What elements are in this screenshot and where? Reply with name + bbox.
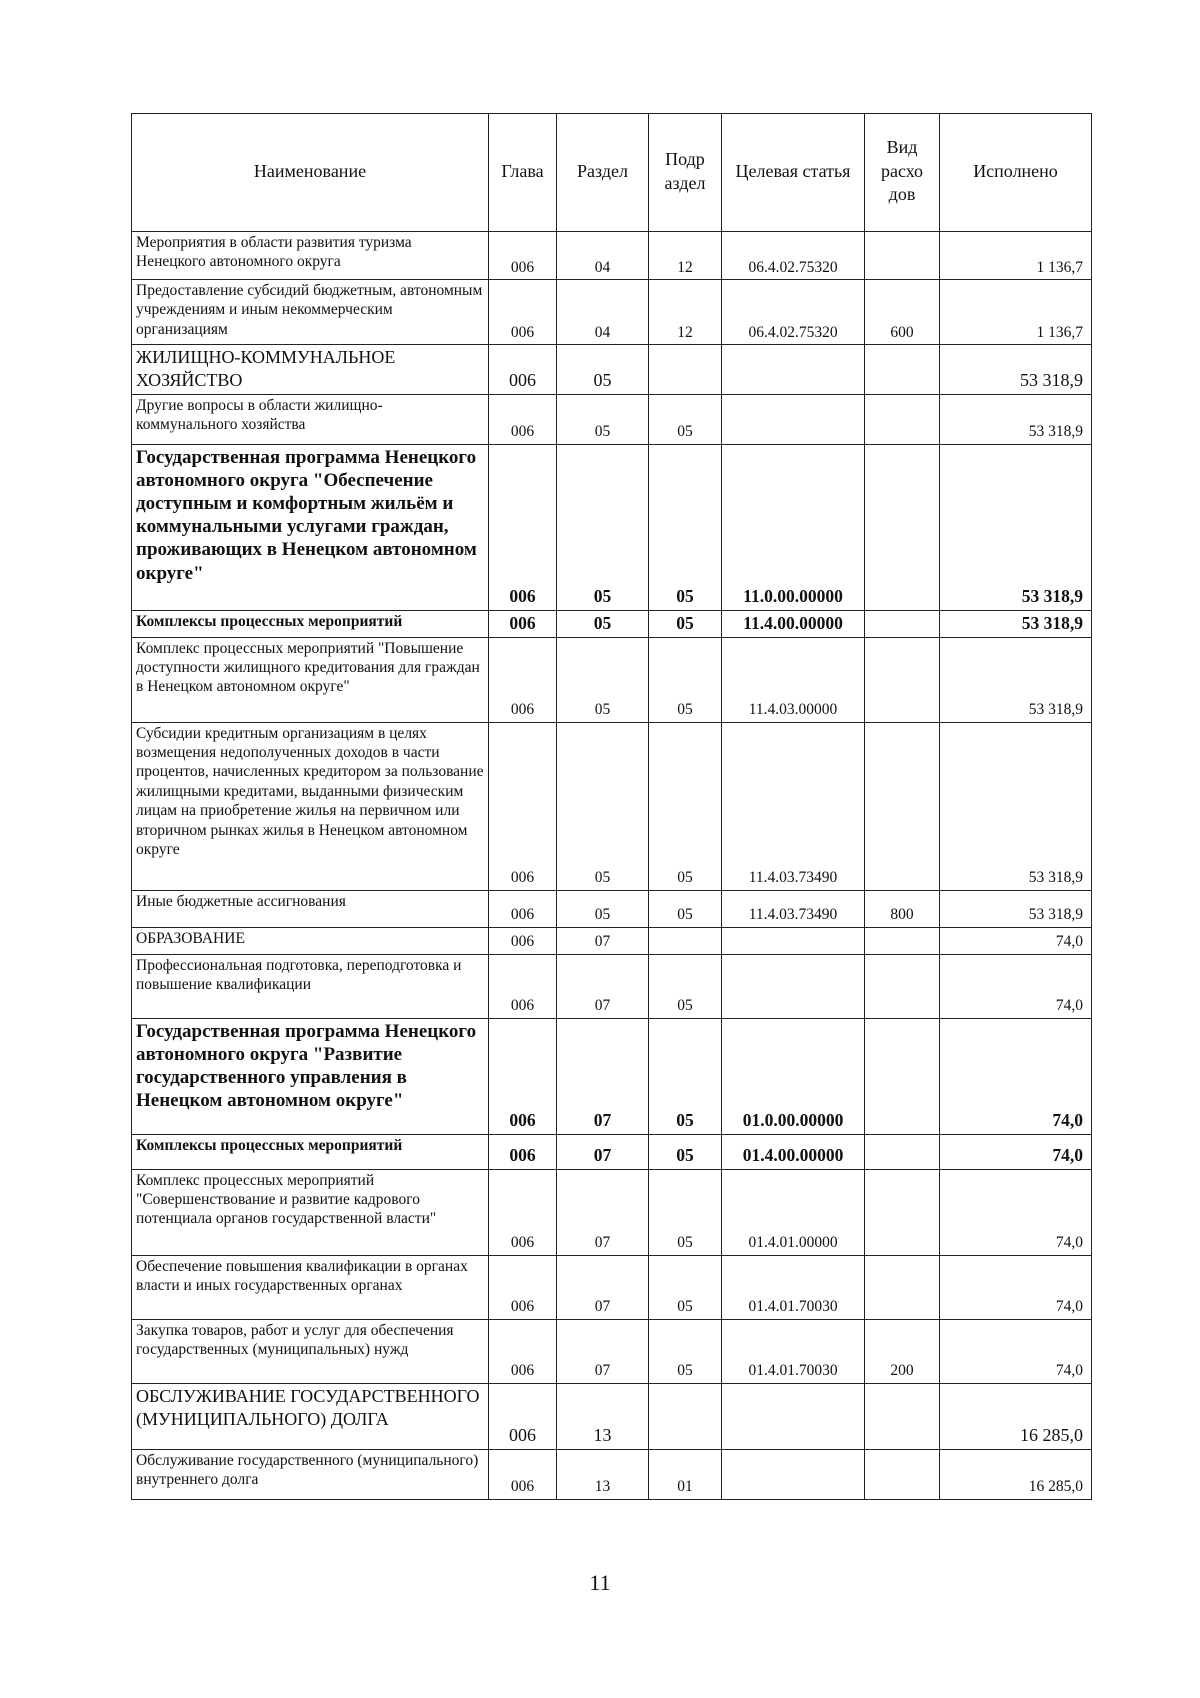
row-glava: 006 <box>489 345 557 395</box>
row-glava: 006 <box>489 1319 557 1383</box>
row-tselevaya-statya: 01.4.01.70030 <box>722 1255 865 1319</box>
row-amount: 16 285,0 <box>940 1449 1092 1499</box>
row-tselevaya-statya: 11.4.03.73490 <box>722 890 865 927</box>
table-row <box>132 394 1092 444</box>
row-razdel: 07 <box>557 927 649 954</box>
row-razdel: 05 <box>557 637 649 722</box>
row-glava: 006 <box>489 1018 557 1134</box>
table-row <box>132 610 1092 637</box>
row-vid-raskhodov <box>865 1018 940 1134</box>
row-name: ОБРАЗОВАНИЕ <box>132 927 489 954</box>
row-tselevaya-statya: 01.4.00.00000 <box>722 1134 865 1169</box>
row-vid-raskhodov <box>865 232 940 280</box>
row-razdel: 13 <box>557 1449 649 1499</box>
row-podrazdel: 05 <box>649 1255 722 1319</box>
row-podrazdel: 05 <box>649 1319 722 1383</box>
row-podrazdel: 05 <box>649 444 722 610</box>
table-row <box>132 890 1092 927</box>
header-glava: Глава <box>489 114 557 232</box>
row-amount: 1 136,7 <box>940 280 1092 345</box>
row-tselevaya-statya <box>722 927 865 954</box>
row-amount: 53 318,9 <box>940 394 1092 444</box>
row-amount: 74,0 <box>940 927 1092 954</box>
header-podrazdel: Подр аздел <box>649 114 722 232</box>
row-razdel: 05 <box>557 890 649 927</box>
row-podrazdel: 05 <box>649 722 722 890</box>
row-vid-raskhodov: 600 <box>865 280 940 345</box>
row-name: Обслуживание государственного (муниципального) внутреннего долга <box>132 1449 489 1499</box>
row-tselevaya-statya <box>722 954 865 1018</box>
row-razdel: 05 <box>557 444 649 610</box>
row-vid-raskhodov <box>865 1169 940 1255</box>
row-glava: 006 <box>489 232 557 280</box>
table-row <box>132 954 1092 1018</box>
row-amount: 74,0 <box>940 1018 1092 1134</box>
table-row <box>132 637 1092 722</box>
row-name: Комплексы процессных мероприятий <box>132 610 489 637</box>
row-amount: 53 318,9 <box>940 637 1092 722</box>
row-glava: 006 <box>489 394 557 444</box>
row-podrazdel: 05 <box>649 610 722 637</box>
row-tselevaya-statya: 06.4.02.75320 <box>722 232 865 280</box>
row-razdel: 05 <box>557 345 649 395</box>
page-number: 11 <box>589 1570 611 1595</box>
row-name: Государственная программа Ненецкого автономного округа "Развитие государственного управления в Ненецком автономном округе" <box>132 1018 489 1134</box>
row-tselevaya-statya: 11.0.00.00000 <box>722 444 865 610</box>
row-glava: 006 <box>489 637 557 722</box>
row-name: Закупка товаров, работ и услуг для обеспечения государственных (муниципальных) нужд <box>132 1319 489 1383</box>
budget-execution-table <box>131 113 1092 1500</box>
row-name: Субсидии кредитным организациям в целях возмещения недополученных доходов в части процентов, начисленных кредитором за пользование жилищными кредитами, выданными физическим лицам на приобретение жилья на первичном или вторичном рынках жилья в Ненецком автономном округе <box>132 722 489 890</box>
row-amount: 74,0 <box>940 954 1092 1018</box>
row-tselevaya-statya: 01.4.01.70030 <box>722 1319 865 1383</box>
row-tselevaya-statya: 01.4.01.00000 <box>722 1169 865 1255</box>
row-vid-raskhodov <box>865 1383 940 1449</box>
row-name: Предоставление субсидий бюджетным, автономным учреждениям и иным некоммерческим организациям <box>132 280 489 345</box>
row-glava: 006 <box>489 1134 557 1169</box>
row-tselevaya-statya <box>722 1383 865 1449</box>
row-podrazdel: 12 <box>649 232 722 280</box>
row-amount: 53 318,9 <box>940 610 1092 637</box>
row-amount: 53 318,9 <box>940 345 1092 395</box>
row-amount: 53 318,9 <box>940 444 1092 610</box>
row-vid-raskhodov <box>865 1255 940 1319</box>
row-amount: 74,0 <box>940 1134 1092 1169</box>
row-podrazdel <box>649 927 722 954</box>
row-vid-raskhodov <box>865 610 940 637</box>
row-amount: 74,0 <box>940 1319 1092 1383</box>
row-razdel: 05 <box>557 610 649 637</box>
row-podrazdel: 05 <box>649 1134 722 1169</box>
row-name: Обеспечение повышения квалификации в органах власти и иных государственных органах <box>132 1255 489 1319</box>
header-name: Наименование <box>132 114 489 232</box>
row-vid-raskhodov <box>865 927 940 954</box>
row-podrazdel: 05 <box>649 1018 722 1134</box>
row-amount: 1 136,7 <box>940 232 1092 280</box>
row-amount: 74,0 <box>940 1255 1092 1319</box>
row-podrazdel: 05 <box>649 954 722 1018</box>
table-row <box>132 1169 1092 1255</box>
row-razdel: 05 <box>557 722 649 890</box>
table-row <box>132 927 1092 954</box>
table-row <box>132 280 1092 345</box>
table-row <box>132 444 1092 610</box>
row-glava: 006 <box>489 1449 557 1499</box>
row-name: ОБСЛУЖИВАНИЕ ГОСУДАРСТВЕННОГО (МУНИЦИПАЛЬНОГО) ДОЛГА <box>132 1383 489 1449</box>
row-razdel: 07 <box>557 1134 649 1169</box>
row-tselevaya-statya <box>722 1449 865 1499</box>
table-row <box>132 722 1092 890</box>
row-tselevaya-statya: 06.4.02.75320 <box>722 280 865 345</box>
row-vid-raskhodov: 200 <box>865 1319 940 1383</box>
row-podrazdel: 01 <box>649 1449 722 1499</box>
header-vid-raskhodov: Вид расхо дов <box>865 114 940 232</box>
row-vid-raskhodov <box>865 1134 940 1169</box>
table-row <box>132 1449 1092 1499</box>
row-name: Иные бюджетные ассигнования <box>132 890 489 927</box>
row-name: Мероприятия в области развития туризма Ненецкого автономного округа <box>132 232 489 280</box>
row-amount: 74,0 <box>940 1169 1092 1255</box>
table-row <box>132 1383 1092 1449</box>
row-vid-raskhodov <box>865 637 940 722</box>
row-razdel: 07 <box>557 954 649 1018</box>
row-name: ЖИЛИЩНО-КОММУНАЛЬНОЕ ХОЗЯЙСТВО <box>132 345 489 395</box>
row-amount: 16 285,0 <box>940 1383 1092 1449</box>
row-name: Другие вопросы в области жилищно-коммунального хозяйства <box>132 394 489 444</box>
row-name: Государственная программа Ненецкого автономного округа "Обеспечение доступным и комфортным жильём и коммунальными услугами граждан, проживающих в Ненецком автономном округе" <box>132 444 489 610</box>
row-glava: 006 <box>489 1255 557 1319</box>
row-podrazdel: 05 <box>649 890 722 927</box>
row-glava: 006 <box>489 280 557 345</box>
row-razdel: 07 <box>557 1018 649 1134</box>
row-name: Профессиональная подготовка, переподготовка и повышение квалификации <box>132 954 489 1018</box>
row-razdel: 05 <box>557 394 649 444</box>
row-glava: 006 <box>489 1383 557 1449</box>
row-glava: 006 <box>489 722 557 890</box>
row-razdel: 04 <box>557 280 649 345</box>
row-tselevaya-statya: 11.4.03.00000 <box>722 637 865 722</box>
row-tselevaya-statya <box>722 345 865 395</box>
header-razdel: Раздел <box>557 114 649 232</box>
row-name: Комплекс процессных мероприятий "Совершенствование и развитие кадрового потенциала органов государственной власти" <box>132 1169 489 1255</box>
row-name: Комплекс процессных мероприятий "Повышение доступности жилищного кредитования для граждан в Ненецком автономном округе" <box>132 637 489 722</box>
row-razdel: 13 <box>557 1383 649 1449</box>
header-tselevaya-statya: Целевая статья <box>722 114 865 232</box>
header-ispolneno: Исполнено <box>940 114 1092 232</box>
row-vid-raskhodov <box>865 345 940 395</box>
row-vid-raskhodov <box>865 1449 940 1499</box>
row-tselevaya-statya: 01.0.00.00000 <box>722 1018 865 1134</box>
row-razdel: 07 <box>557 1169 649 1255</box>
table-row <box>132 1255 1092 1319</box>
row-amount: 53 318,9 <box>940 890 1092 927</box>
table-row <box>132 1134 1092 1169</box>
row-podrazdel <box>649 1383 722 1449</box>
table-row <box>132 232 1092 280</box>
header-row <box>132 114 1092 232</box>
row-tselevaya-statya: 11.4.03.73490 <box>722 722 865 890</box>
row-vid-raskhodov <box>865 954 940 1018</box>
row-razdel: 04 <box>557 232 649 280</box>
table-row <box>132 1319 1092 1383</box>
row-glava: 006 <box>489 890 557 927</box>
table-row <box>132 1018 1092 1134</box>
row-glava: 006 <box>489 954 557 1018</box>
row-podrazdel: 05 <box>649 637 722 722</box>
row-glava: 006 <box>489 444 557 610</box>
row-vid-raskhodov <box>865 394 940 444</box>
row-podrazdel: 12 <box>649 280 722 345</box>
row-podrazdel: 05 <box>649 1169 722 1255</box>
row-glava: 006 <box>489 610 557 637</box>
row-tselevaya-statya: 11.4.00.00000 <box>722 610 865 637</box>
row-amount: 53 318,9 <box>940 722 1092 890</box>
row-razdel: 07 <box>557 1255 649 1319</box>
row-podrazdel <box>649 345 722 395</box>
row-razdel: 07 <box>557 1319 649 1383</box>
row-vid-raskhodov <box>865 722 940 890</box>
row-vid-raskhodov <box>865 444 940 610</box>
row-podrazdel: 05 <box>649 394 722 444</box>
row-name: Комплексы процессных мероприятий <box>132 1134 489 1169</box>
row-vid-raskhodov: 800 <box>865 890 940 927</box>
table-row <box>132 345 1092 395</box>
row-glava: 006 <box>489 1169 557 1255</box>
row-tselevaya-statya <box>722 394 865 444</box>
row-glava: 006 <box>489 927 557 954</box>
